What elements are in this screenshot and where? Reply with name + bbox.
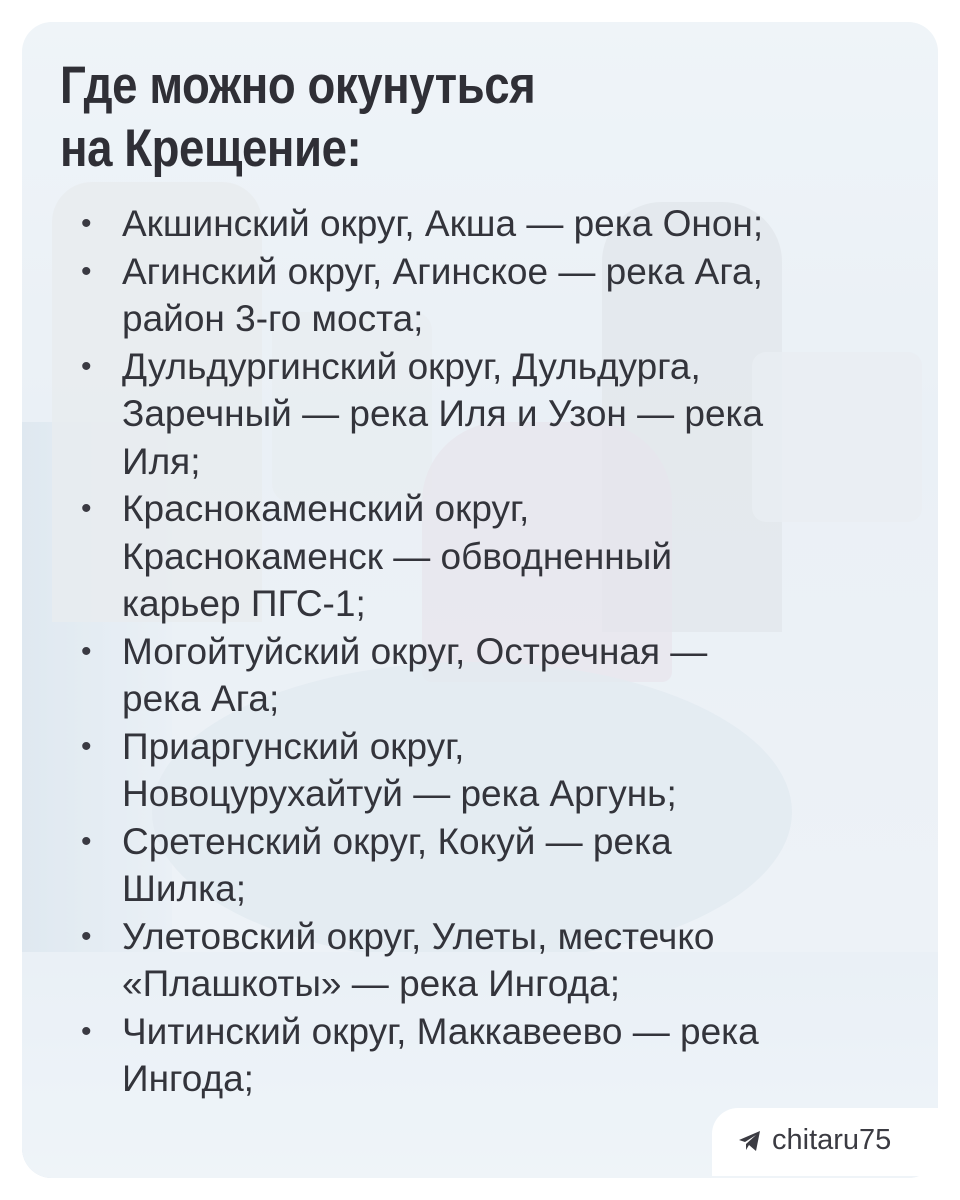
- list-item-text-line: Агинский округ, Агинское — река Ага,: [122, 250, 763, 292]
- list-item-text-line: Приаргунский округ,: [122, 725, 465, 767]
- list-item-text-line: «Плашкоты» — река Ингода;: [122, 963, 621, 1004]
- list-item-text-line: Читинский округ, Маккавеево — река: [122, 1010, 759, 1052]
- bullet-icon: •: [81, 634, 92, 668]
- telegram-icon: [738, 1130, 762, 1152]
- list-item-text-line: Могойтуйский округ, Остречная —: [122, 630, 708, 672]
- list-item: [81, 818, 912, 913]
- list-item: [81, 913, 912, 1008]
- places-list: [81, 200, 912, 1103]
- list-item-text-line: Сретенский округ, Кокуй — река: [122, 820, 672, 862]
- list-item-text-line: Заречный — река Иля и Узон — река: [122, 393, 764, 434]
- bullet-icon: •: [81, 729, 92, 763]
- list-item: [81, 628, 912, 723]
- bullet-icon: •: [81, 919, 92, 953]
- list-item: [81, 248, 912, 343]
- bullet-icon: •: [81, 349, 92, 383]
- list-item-text-line: Дульдургинский округ, Дульдурга,: [122, 345, 701, 387]
- list-item-text-line: Иля;: [122, 440, 201, 482]
- list-item-text-line: Ингода;: [122, 1058, 254, 1099]
- list-item-text-line: район 3-го моста;: [122, 298, 424, 339]
- list-item: [81, 485, 912, 628]
- headline-line-2: на Крещение:: [60, 119, 362, 178]
- list-item-text-line: Новоцурухайтуй — река Аргунь;: [122, 773, 677, 814]
- list-item-text-line: Краснокаменск — обводненный: [122, 535, 672, 577]
- list-item-text-line: Шилка;: [122, 868, 247, 909]
- headline-line-1: Где можно окунуться: [60, 56, 536, 115]
- bullet-icon: •: [81, 492, 92, 525]
- bullet-icon: •: [81, 1014, 92, 1048]
- list-item: [81, 723, 912, 818]
- watermark-content: [738, 1124, 891, 1157]
- list-item-text-line: карьер ПГС-1;: [122, 583, 366, 624]
- bullet-icon: •: [81, 824, 92, 858]
- list-item-text-line: Акшинский округ, Акша — река Онон;: [122, 203, 764, 244]
- list-item-text-line: Краснокаменский округ,: [122, 488, 530, 529]
- list-item: [81, 343, 912, 486]
- list-item-text-line: Улетовский округ, Улеты, местечко: [122, 915, 715, 957]
- watermark-badge: [712, 1108, 940, 1176]
- list-item: [81, 1008, 912, 1103]
- bullet-icon: •: [81, 207, 92, 240]
- watermark-handle: chitaru75: [772, 1124, 892, 1156]
- headline: [60, 54, 765, 180]
- list-item-text-line: река Ага;: [122, 678, 280, 719]
- bullet-icon: •: [81, 254, 92, 288]
- list-item: [81, 200, 912, 248]
